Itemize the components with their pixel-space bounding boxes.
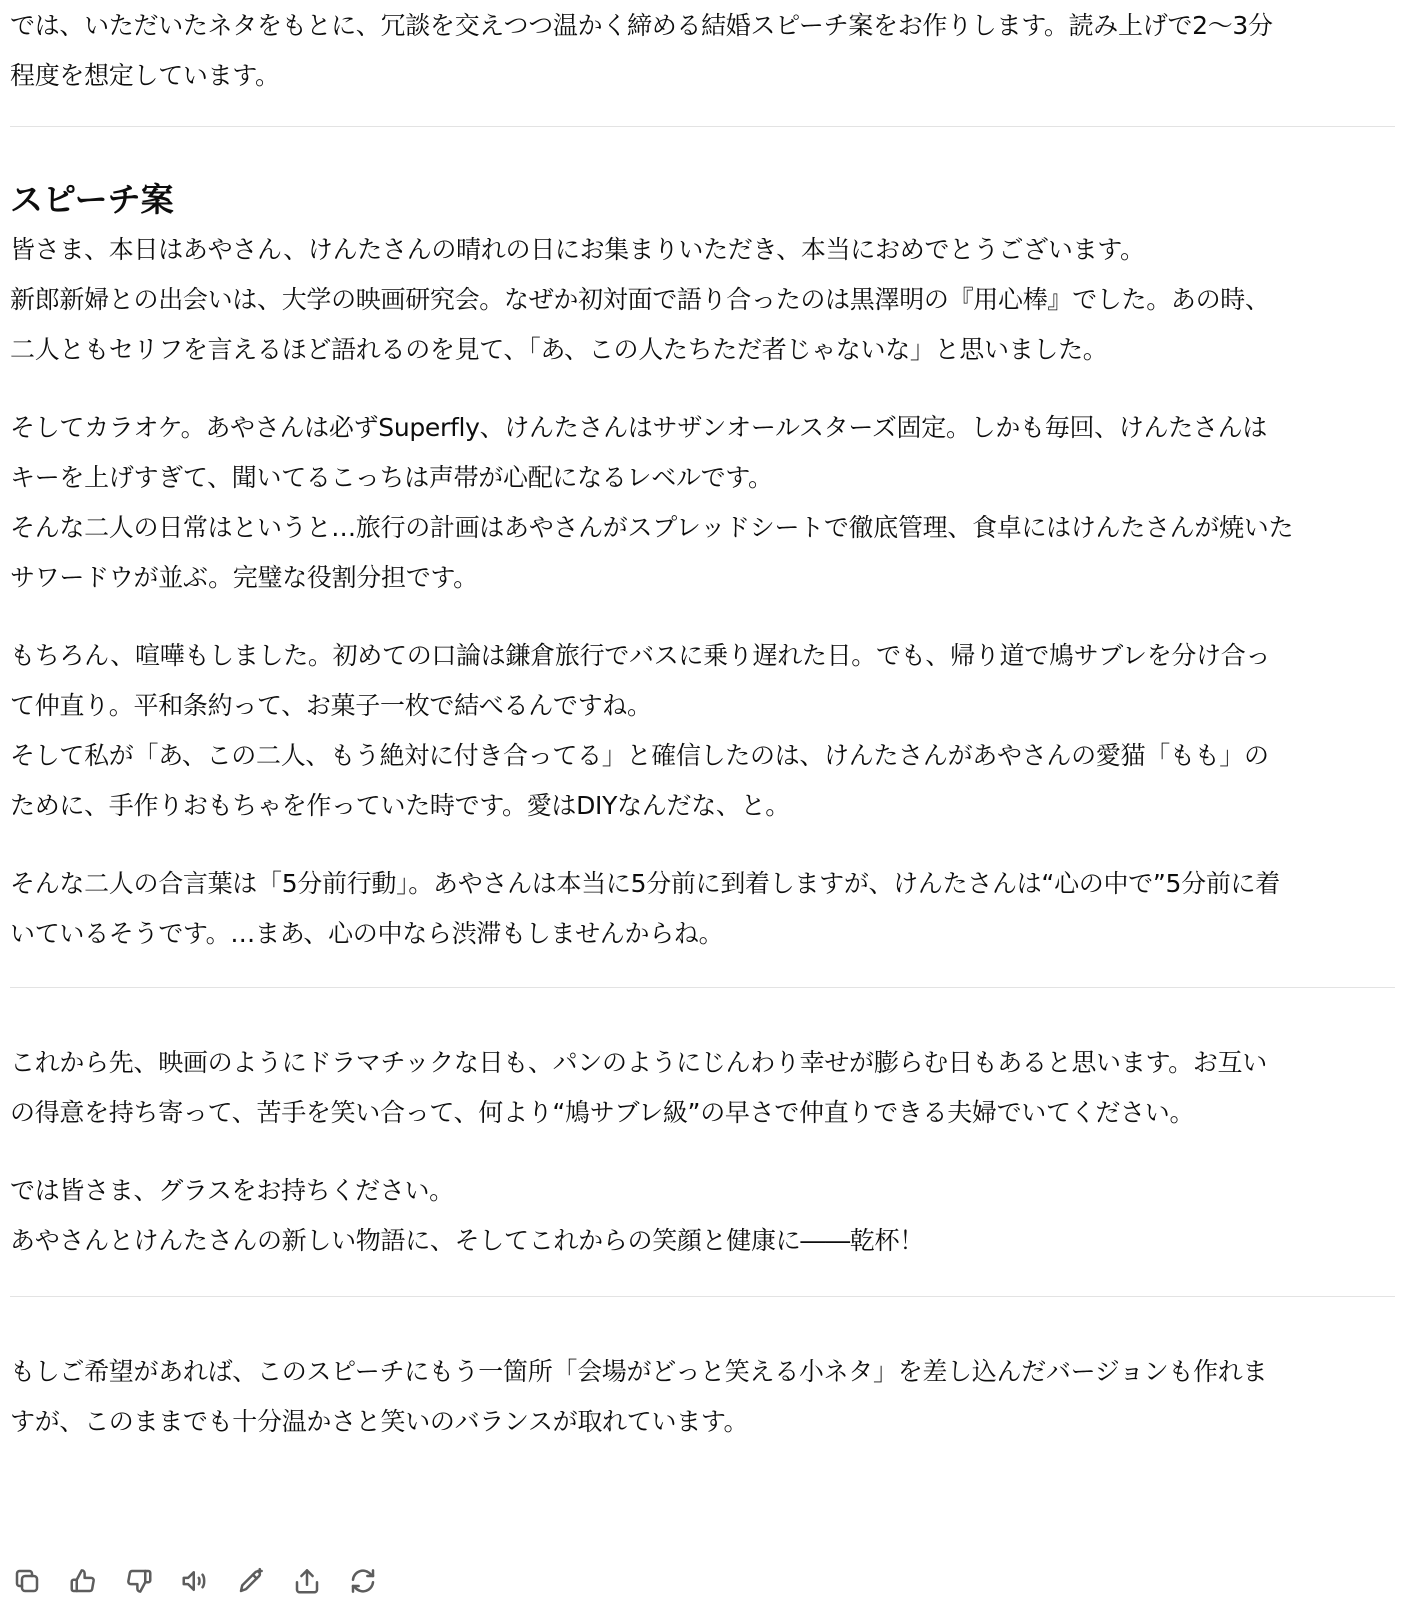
share-icon: [292, 1566, 322, 1596]
text-line: いているそうです。…まあ、心の中なら渋滞もしませんからね。: [10, 919, 724, 948]
good-response-button[interactable]: [66, 1564, 100, 1598]
copy-button[interactable]: [10, 1564, 44, 1598]
text-line: そして私が「あ、この二人、もう絶対に付き合ってる」と確信したのは、けんたさんがあやさんの愛猫「もも」の: [10, 741, 1269, 770]
closing-paragraph-1: [10, 1038, 1395, 1138]
bad-response-button[interactable]: [122, 1564, 156, 1598]
text-line: て仲直り。平和条約って、お菓子一枚で結べるんですね。: [10, 691, 652, 720]
speech-paragraph-2: [10, 403, 1395, 603]
copy-icon: [12, 1566, 42, 1596]
read-aloud-icon: [180, 1566, 210, 1596]
speech-paragraph-1: [10, 225, 1395, 375]
regenerate-icon: [348, 1566, 378, 1596]
text-line: もちろん、喧嘩もしました。初めての口論は鎌倉旅行でバスに乗り遅れた日。でも、帰り道で鳩サブレを分け合っ: [10, 641, 1271, 670]
text-line: サワードウが並ぶ。完璧な役割分担です。: [10, 563, 478, 592]
edit-icon: [236, 1566, 266, 1596]
footer-paragraph: [10, 1347, 1395, 1447]
thumbs-down-icon: [124, 1566, 154, 1596]
read-aloud-button[interactable]: [178, 1564, 212, 1598]
speech-paragraph-3: [10, 631, 1395, 831]
text-line: そんな二人の日常はというと…旅行の計画はあやさんがスプレッドシートで徹底管理、食卓にはけんたさんが焼いた: [10, 513, 1294, 542]
text-line: もしご希望があれば、このスピーチにもう一箇所「会場がどっと笑える小ネタ」を差し込んだバージョンも作れま: [10, 1357, 1268, 1386]
message-content: [10, 0, 1395, 1447]
speech-heading: スピーチ案: [10, 180, 174, 219]
text-line: 皆さま、本日はあやさん、けんたさんの晴れの日にお集まりいただき、本当におめでとうございます。: [10, 235, 1145, 264]
text-line: の得意を持ち寄って、苦手を笑い合って、何より“鳩サブレ級”の早さで仲直りできる夫婦でいてください。: [10, 1098, 1195, 1127]
message-actions: [10, 1561, 380, 1601]
share-button[interactable]: [290, 1564, 324, 1598]
regenerate-button[interactable]: [346, 1564, 380, 1598]
text-line: ために、手作りおもちゃを作っていた時です。愛はDIYなんだな、と。: [10, 791, 790, 820]
text-line: これから先、映画のようにドラマチックな日も、パンのようにじんわり幸せが膨らむ日もあると思います。お互い: [10, 1048, 1267, 1077]
text-line: 二人ともセリフを言えるほど語れるのを見て、「あ、この人たちただ者じゃないな」と思いました。: [10, 335, 1108, 364]
thumbs-up-icon: [68, 1566, 98, 1596]
divider: [10, 987, 1395, 988]
closing-paragraph-2: [10, 1166, 1395, 1266]
intro-paragraph: [10, 1, 1395, 101]
text-line: 程度を想定しています。: [10, 61, 280, 90]
text-line: そんな二人の合言葉は「5分前行動」。あやさんは本当に5分前に到着しますが、けんたさんは“心の中で”5分前に着: [10, 869, 1280, 898]
divider: [10, 1296, 1395, 1297]
text-line: では、いただいたネタをもとに、冗談を交えつつ温かく締める結婚スピーチ案をお作りします。読み上げで2〜3分: [10, 11, 1273, 40]
text-line: キーを上げすぎて、聞いてるこっちは声帯が心配になるレベルです。: [10, 463, 773, 492]
text-line: すが、このままでも十分温かさと笑いのバランスが取れています。: [10, 1407, 749, 1436]
speech-paragraph-4: [10, 859, 1395, 959]
text-line: では皆さま、グラスをお持ちください。: [10, 1176, 454, 1205]
text-line: あやさんとけんたさんの新しい物語に、そしてこれからの笑顔と健康に――乾杯！: [10, 1226, 924, 1255]
text-line: 新郎新婦との出会いは、大学の映画研究会。なぜか初対面で語り合ったのは黒澤明の『用心棒』でした。あの時、: [10, 285, 1270, 314]
edit-button[interactable]: [234, 1564, 268, 1598]
divider: [10, 126, 1395, 127]
text-line: そしてカラオケ。あやさんは必ずSuperfly、けんたさんはサザンオールスターズ固定。しかも毎回、けんたさんは: [10, 413, 1268, 442]
